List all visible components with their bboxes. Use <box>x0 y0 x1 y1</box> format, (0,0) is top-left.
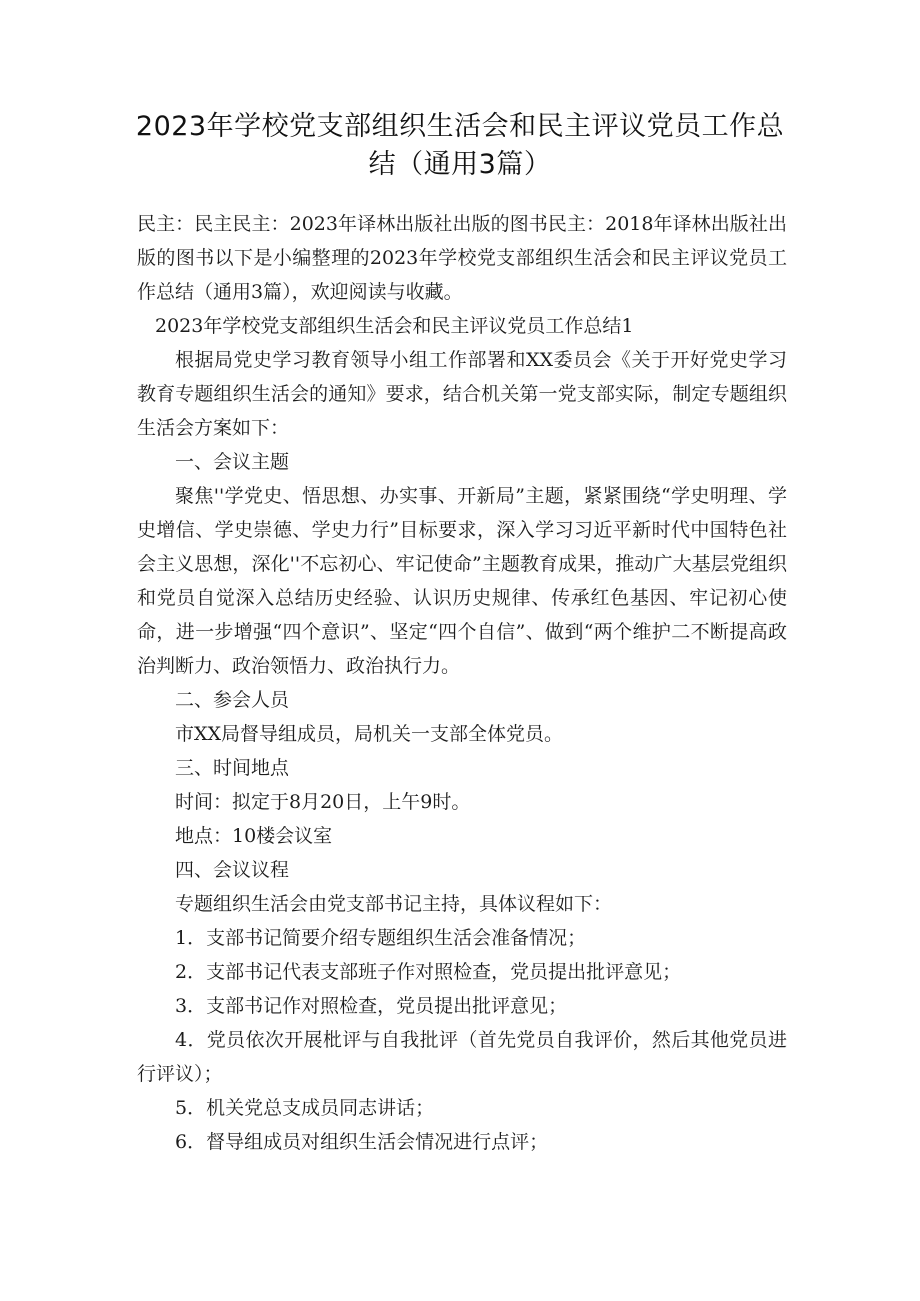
section-3-time: 时间：拟定于8月20日，上午9时。 <box>175 791 471 813</box>
section-2-text: 市XX局督导组成员，局机关一支部全体党员。 <box>175 723 564 745</box>
subtitle: 2023年学校党支部组织生活会和民主评议党员工作总结1 <box>155 315 634 337</box>
section-2-heading: 二、参会人员 <box>175 689 290 711</box>
agenda-item: 2．支部书记代表支部班子作对照检查，党员提出批评意见； <box>175 961 682 983</box>
paragraph-1: 根据局党史学习教育领导小组工作部署和XX委员会《关于开好党史学习教育专题组织生活会的通知》要求，结合机关第一党支部实际，制定专题组织生活会方案如下： <box>137 349 787 439</box>
agenda-item: 4．党员依次开展枇评与自我批评（首先党员自我评价，然后其他党员进行评议）； <box>137 1029 787 1085</box>
section-3-heading: 三、时间地点 <box>175 757 290 779</box>
document-title <box>120 108 800 184</box>
section-3-place: 地点：10楼会议室 <box>175 825 333 847</box>
section-1-heading: 一、会议主题 <box>175 451 290 473</box>
intro-paragraph: 民主：民主民主：2023年译林出版社出版的图书民主：2018年译林出版社出版的图书以下是小编整理的2023年学校党支部组织生活会和民主评议党员工作总结（通用3篇），欢迎阅读与收藏。 <box>137 213 787 303</box>
section-4-intro: 专题组织生活会由党支部书记主持，具体议程如下： <box>175 893 613 915</box>
agenda-item: 3．支部书记作对照检查，党员提出批评意见； <box>175 995 568 1017</box>
title-line-1: 2023年学校党支部组织生活会和民主评议党员工作总 <box>135 111 785 142</box>
section-1-text: 聚焦''学党史、悟思想、办实事、开新局”主题，紧紧围绕“学史明理、学史增信、学史崇德、学史力行”目标要求，深入学习习近平新时代中国特色社会主义思想，深化''不忘初心、牢记使命”主题教育成果，推动广大基层党组织和党员自觉深入总结历史经验、认识历史规律、传承红色基因、牢记初心使命，进一步增强“四个意识”、坚定“四个自信”、做到“两个维护二不断提高政治判断力、政治领悟力、政治执行力。 <box>137 485 787 677</box>
title-line-2: 结（通用3篇） <box>368 149 552 180</box>
agenda-item: 5．机关党总支成员同志讲话； <box>175 1097 435 1119</box>
document-body <box>137 207 787 1159</box>
section-4-heading: 四、会议议程 <box>175 859 290 881</box>
agenda-item: 1．支部书记简要介绍专题组织生活会准备情况； <box>175 927 587 949</box>
agenda-item: 6．督导组成员对组织生活会情况进行点评； <box>175 1131 549 1153</box>
